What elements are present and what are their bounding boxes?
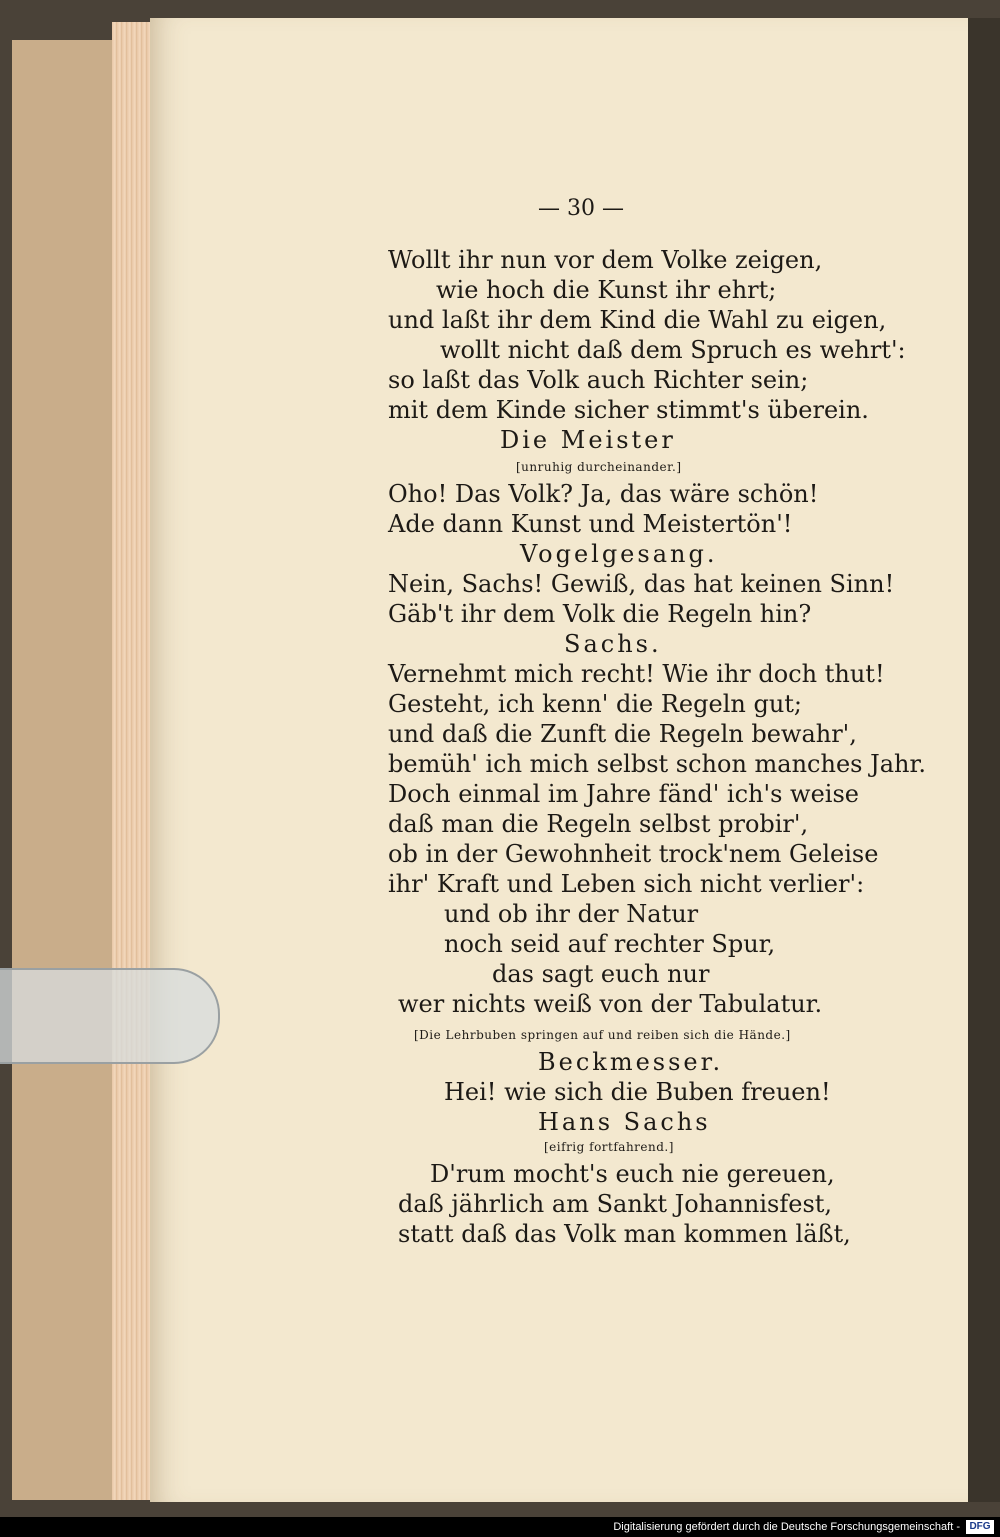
speaker-name: Sachs. (564, 630, 662, 658)
verse-line: ob in der Gewohnheit trock'nem Geleise (388, 840, 879, 868)
stage-direction: [Die Lehrbuben springen auf und reiben sich die Hände.] (414, 1028, 791, 1042)
verse-line: wollt nicht daß dem Spruch es wehrt': (440, 336, 906, 364)
stage-direction: [eifrig fortfahrend.] (544, 1140, 674, 1154)
speaker-name: Hans Sachs (538, 1108, 711, 1136)
verse-line: das sagt euch nur (492, 960, 710, 988)
verse-line: Vernehmt mich recht! Wie ihr doch thut! (388, 660, 885, 688)
verse-line: Gäb't ihr dem Volk die Regeln hin? (388, 600, 812, 628)
dfg-logo: DFG (966, 1520, 994, 1534)
verse-line: mit dem Kinde sicher stimmt's überein. (388, 396, 869, 424)
verse-line: ihr' Kraft und Leben sich nicht verlier': (388, 870, 865, 898)
verse-line: noch seid auf rechter Spur, (444, 930, 776, 958)
verse-line: und daß die Zunft die Regeln bewahr', (388, 720, 857, 748)
verse-line: und ob ihr der Natur (444, 900, 699, 928)
verse-line: so laßt das Volk auch Richter sein; (388, 366, 809, 394)
verse-line: daß man die Regeln selbst probir', (388, 810, 809, 838)
verse-line: D'rum mocht's euch nie gereuen, (430, 1160, 835, 1188)
verse-line: Ade dann Kunst und Meistertön'! (388, 510, 793, 538)
speaker-name: Die Meister (500, 426, 676, 454)
page-gutter-shadow (968, 18, 1000, 1502)
verse-line: Doch einmal im Jahre fänd' ich's weise (388, 780, 859, 808)
verse-line: wer nichts weiß von der Tabulatur. (398, 990, 823, 1018)
verse-line: Hei! wie sich die Buben freuen! (444, 1078, 831, 1106)
verse-line: statt daß das Volk man kommen läßt, (398, 1220, 851, 1248)
stage-direction: [unruhig durcheinander.] (516, 460, 682, 474)
verse-line: wie hoch die Kunst ihr ehrt; (436, 276, 777, 304)
speaker-name: Vogelgesang. (520, 540, 718, 568)
verse-line: Wollt ihr nun vor dem Volke zeigen, (388, 246, 823, 274)
bookmark-strip (0, 968, 220, 1064)
verse-line: und laßt ihr dem Kind die Wahl zu eigen, (388, 306, 887, 334)
speaker-name: Beckmesser. (538, 1048, 724, 1076)
footer-credit: Digitalisierung gefördert durch die Deutsche Forschungsgemeinschaft - (613, 1521, 960, 1533)
page-number: — 30 — (538, 196, 624, 221)
verse-line: Gesteht, ich kenn' die Regeln gut; (388, 690, 803, 718)
verse-line: Nein, Sachs! Gewiß, das hat keinen Sinn! (388, 570, 895, 598)
verse-line: Oho! Das Volk? Ja, das wäre schön! (388, 480, 819, 508)
verse-line: bemüh' ich mich selbst schon manches Jahr. (388, 750, 926, 778)
verse-line: daß jährlich am Sankt Johannisfest, (398, 1190, 833, 1218)
